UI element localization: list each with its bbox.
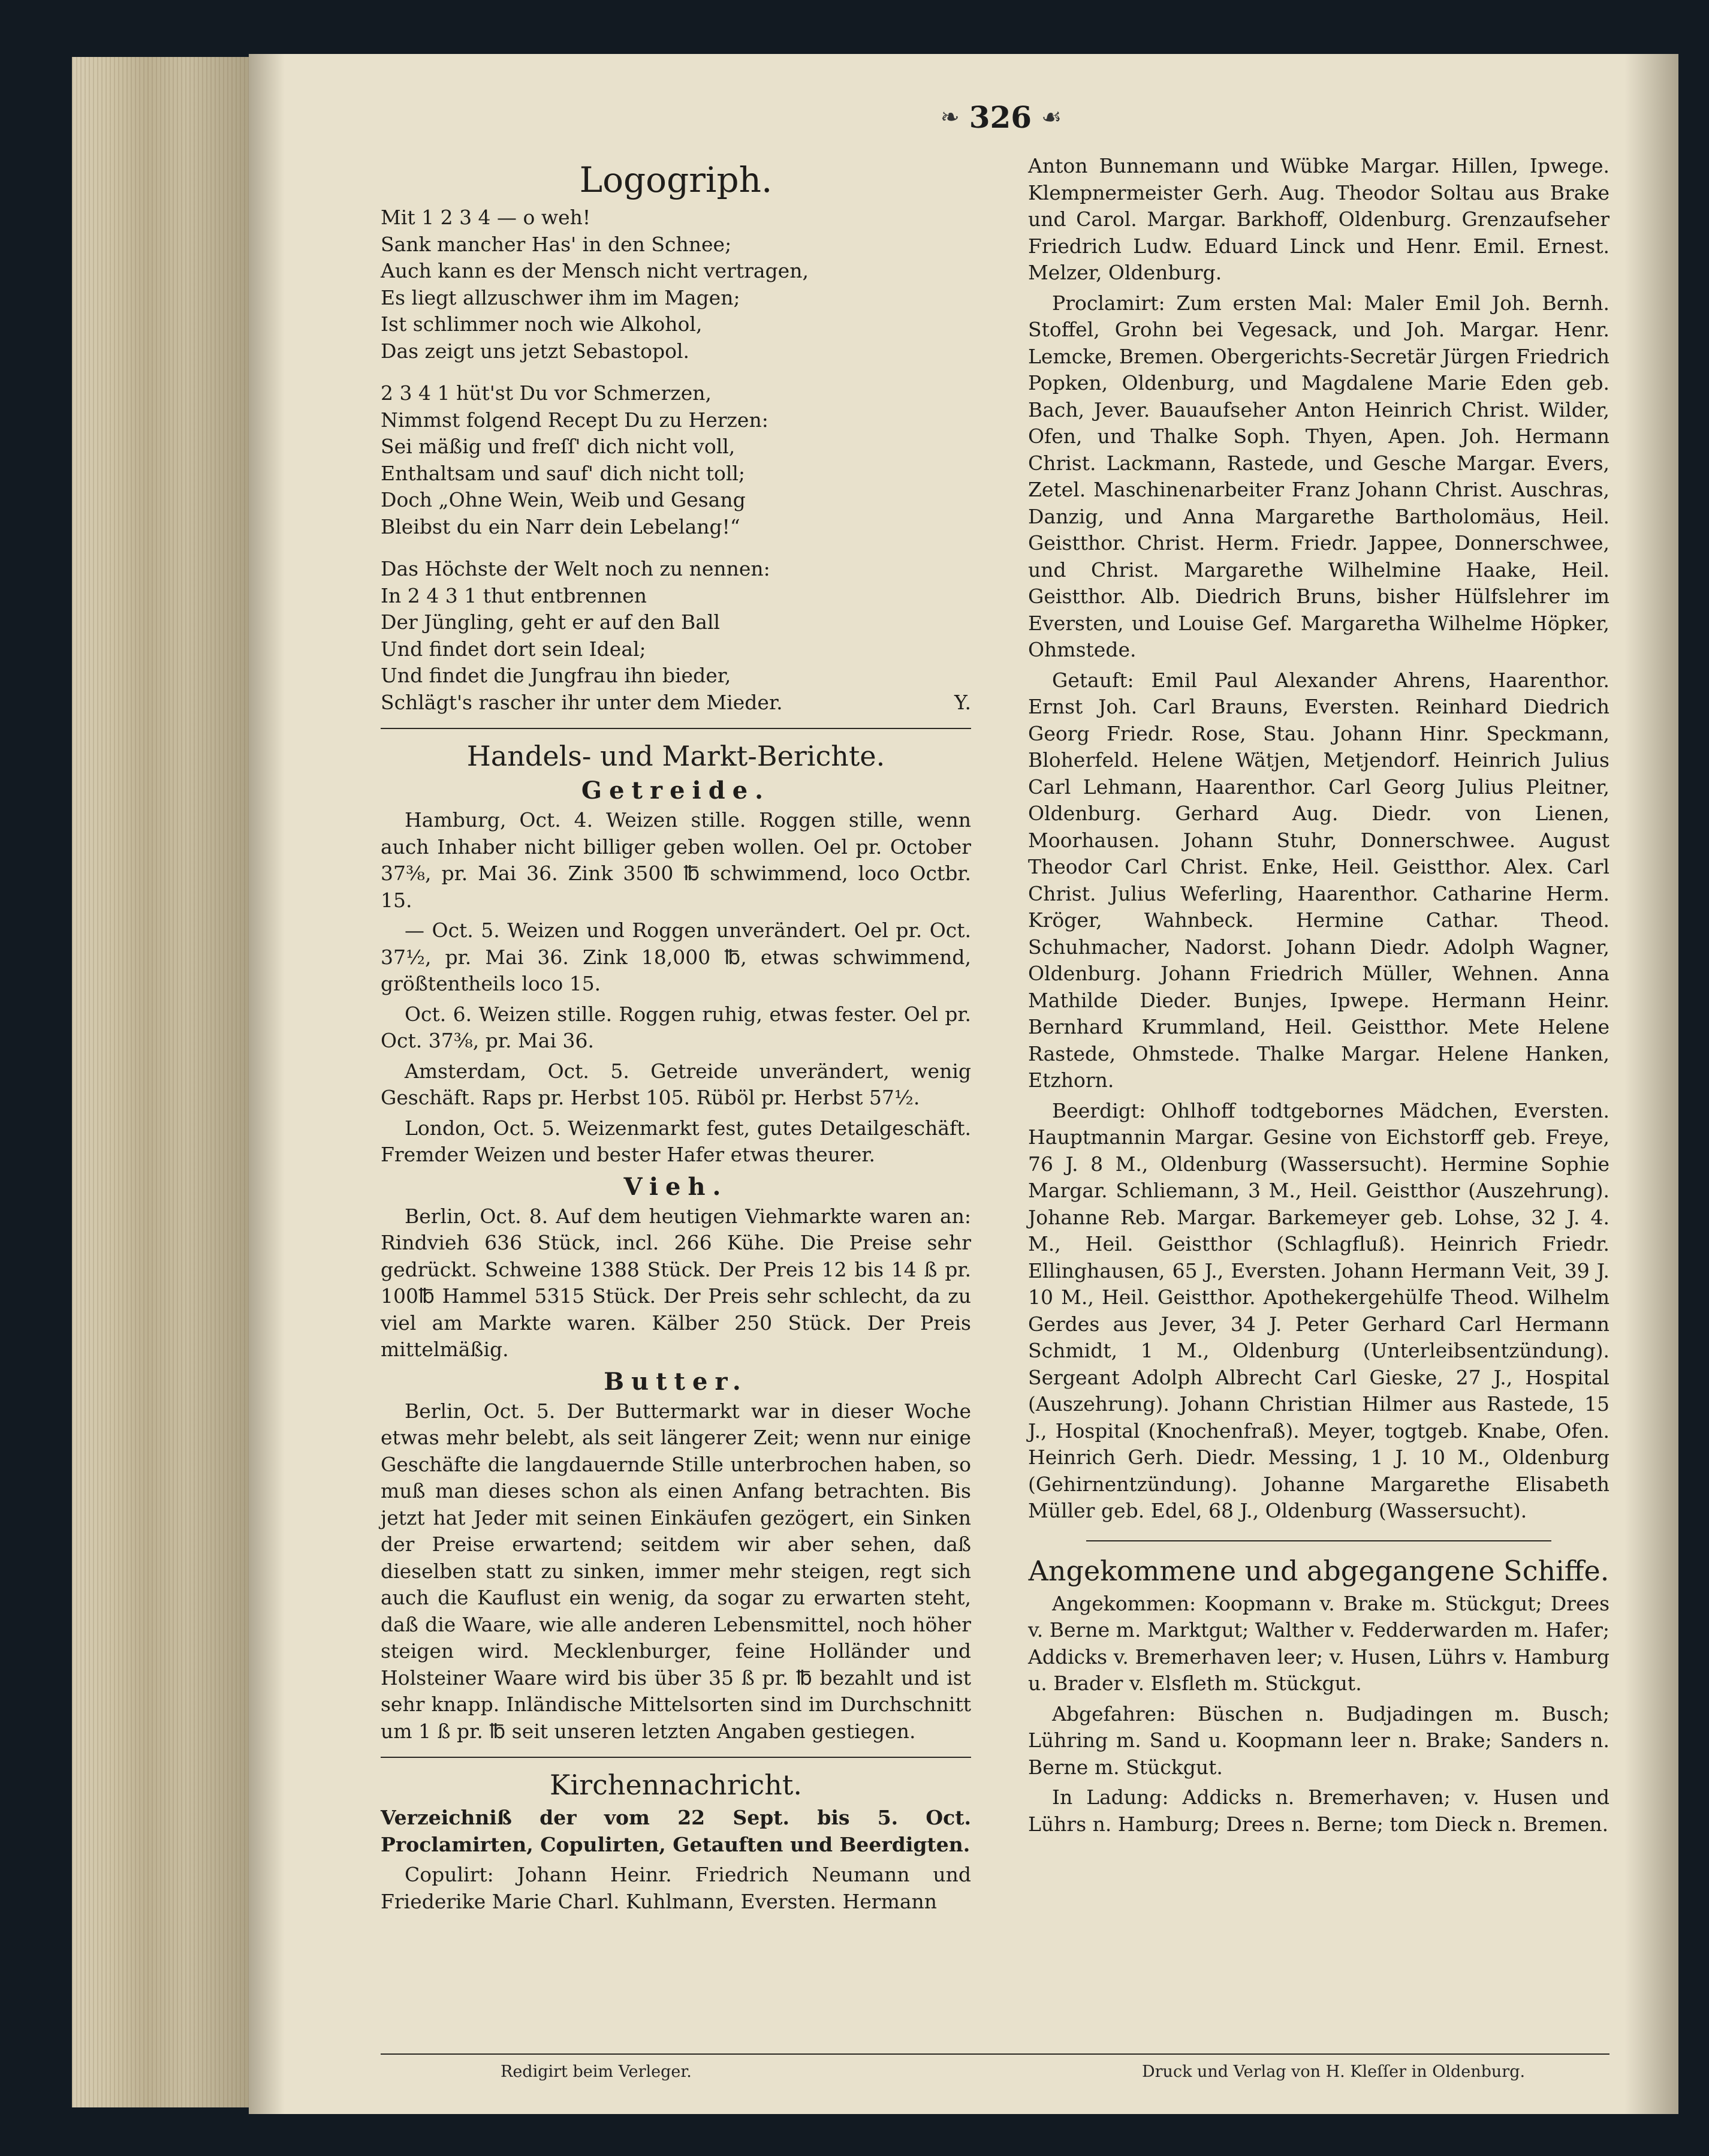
- poem-line: Mit 1 2 3 4 — o weh!: [381, 206, 591, 229]
- poem-line: Nimmst folgend Recept Du zu Herzen:: [381, 408, 768, 432]
- poem-signature: Y.: [954, 690, 971, 714]
- getreide-paragraph: Oct. 6. Weizen stille. Roggen ruhig, etwas fester. Oel pr. Oct. 37⅜, pr. Mai 36.: [381, 1002, 971, 1052]
- page-header: [887, 96, 1115, 138]
- section-divider: [1086, 1540, 1551, 1541]
- schiffe-title: Angekommene und abgegangene Schiffe.: [1028, 1554, 1609, 1587]
- poem-stanza: [381, 204, 971, 365]
- poem-line: Sei mäßig und freſſ' dich nicht voll,: [381, 435, 736, 458]
- poem-line: Auch kann es der Mensch nicht vertragen,: [381, 259, 809, 282]
- poem-line: Und findet die Jungfrau ihn bieder,: [381, 664, 731, 687]
- poem-line: Enthaltsam und sauf' dich nicht toll;: [381, 461, 746, 485]
- angekommen-paragraph: Angekommen: Koopmann v. Brake m. Stückgut; Drees v. Berne m. Marktgut; Walther v. Fedderwarden m. Hafer; Addicks v. Bremerhaven leer; v. Husen, Lührs v. Hamburg u. Brader v. Elsfleth m. Stückgut.: [1028, 1591, 1609, 1695]
- book-page-edges: [72, 57, 261, 2107]
- vieh-title: Vieh.: [623, 1172, 728, 1201]
- getreide-title: Getreide.: [581, 776, 771, 805]
- page-gutter-shadow: [249, 54, 285, 2114]
- ornament-left-icon: ❧: [940, 104, 960, 130]
- poem-line: Das Höchste der Welt noch zu nennen:: [381, 557, 770, 580]
- poem-line: Doch „Ohne Wein, Weib und Gesang: [381, 488, 746, 511]
- poem-line: Sank mancher Has' in den Schnee;: [381, 232, 732, 256]
- ornament-right-icon: ☙: [1041, 104, 1062, 130]
- footer-divider: [381, 2053, 1609, 2055]
- poem-line: Ist schlimmer noch wie Alkohol,: [381, 312, 703, 336]
- proclamirt-paragraph: Proclamirt: Zum ersten Mal: Maler Emil Joh. Bernh. Stoffel, Grohn bei Vegesack, und Joh. Margar. Henr. Lemcke, Bremen. Obergerichts-Secretär Jürgen Friedrich Popken, Oldenburg, und Magdalene Marie Eden geb. Bach, Jever. Bauaufseher Anton Heinrich Christ. Wilder, Ofen, und Thalke Soph. Thyen, Apen. Joh. Hermann Christ. Lackmann, Rastede, und Gesche Margar. Evers, Zetel. Maschinenarbeiter Franz Johann Christ. Auschras, Danzig, und Anna Margarethe Bartholomäus, Heil. Geistthor. Christ. Herm. Friedr. Jappee, Donnerschwee, und Christ. Margarethe Wilhelmine Haake, Heil. Geistthor. Alb. Diedrich Bruns, bisher Hülfslehrer im Eversten, und Louise Gef. Margaretha Wilhelme Höpker, Ohmstede.: [1028, 291, 1609, 661]
- abgefahren-paragraph: Abgefahren: Büschen n. Budjadingen m. Busch; Lühring m. Sand u. Koopmann leer n. Brake; Sanders n. Berne m. Stückgut.: [1028, 1702, 1609, 1779]
- beerdigt-paragraph: Beerdigt: Ohlhoff todtgebornes Mädchen, Eversten. Hauptmannin Margar. Gesine von Eichstorff geb. Freye, 76 J. 8 M., Oldenburg (Wassersucht). Hermine Sophie Margar. Schliemann, 3 M., Heil. Geistthor (Auszehrung). Johanne Reb. Margar. Barkemeyer geb. Lohse, 32 J. 4. M., Heil. Geistthor (Schlagfluß). Heinrich Friedr. Ellinghausen, 65 J., Eversten. Johann Hermann Veit, 39 J. 10 M., Heil. Geistthor. Apothekergehülfe Theod. Wilhelm Gerdes aus Jever, 34 J. Peter Gerhard Carl Hermann Schmidt, 1 M., Oldenburg (Unterleibsentzündung). Sergeant Adolph Albrecht Carl Gieske, 27 J., Hospital (Auszehrung). Johann Christian Hilmer aus Rastede, 15 J., Hospital (Knochenfraß). Meyer, togtgeb. Knabe, Ofen. Heinrich Gerh. Diedr. Messing, 1 J. 10 M., Oldenburg (Gehirnentzündung). Johanne Margarethe Elisabeth Müller geb. Edel, 68 J., Oldenburg (Wassersucht).: [1028, 1098, 1609, 1522]
- getauft-paragraph: Getauft: Emil Paul Alexander Ahrens, Haarenthor. Ernst Joh. Carl Brauns, Eversten. Reinhard Diedrich Georg Friedr. Rose, Stau. Johann Hinr. Speckmann, Bloherfeld. Helene Wätjen, Metjendorf. Heinrich Julius Carl Lehmann, Haarenthor. Carl Georg Julius Pleitner, Oldenburg. Gerhard Aug. Diedr. von Lienen, Moorhausen. Johann Stuhr, Donnerschwee. August Theodor Carl Christ. Enke, Heil. Geistthor. Alex. Carl Christ. Julius Weferling, Haarenthor. Catharine Herm. Kröger, Wahnbeck. Hermine Cathar. Theod. Schuhmacher, Nadorst. Johann Diedr. Adolph Wagner, Oldenburg. Johann Friedrich Müller, Wehnen. Anna Mathilde Dieder. Bunjes, Ipwepe. Hermann Heinr. Bernhard Krummland, Heil. Geistthor. Mete Helene Rastede, Ohmstede. Thalke Margar. Helene Hanken, Etzhorn.: [1028, 668, 1609, 1092]
- in-ladung-paragraph: In Ladung: Addicks n. Bremerhaven; v. Husen und Lührs n. Hamburg; Drees n. Berne; tom Dieck n. Bremen.: [1028, 1785, 1609, 1836]
- getreide-paragraph: London, Oct. 5. Weizenmarkt fest, gutes Detailgeschäft. Fremder Weizen und bester Hafer etwas theurer.: [381, 1116, 971, 1166]
- butter-title: Butter.: [604, 1367, 748, 1396]
- handel-title: Handels- und Markt-Berichte.: [466, 740, 885, 772]
- footer-editor: Redigirt beim Verleger.: [501, 2062, 692, 2081]
- footer-publisher: Druck und Verlag von H. Kleſſer in Oldenburg.: [1142, 2062, 1526, 2081]
- poem-last-line: [381, 689, 971, 716]
- page-number: 326: [969, 99, 1032, 135]
- section-divider: [381, 1757, 971, 1758]
- left-column: [381, 153, 971, 1919]
- getreide-paragraph: Hamburg, Oct. 4. Weizen stille. Roggen stille, wenn auch Inhaber nicht billiger geben wollen. Oel pr. October 37⅜, pr. Mai 36. Zink 3500 ℔ schwimmend, loco Octbr. 15.: [381, 808, 971, 912]
- poem-line: 2 3 4 1 hüt'st Du vor Schmerzen,: [381, 381, 712, 405]
- poem-line: Bleibst du ein Narr dein Lebelang!“: [381, 514, 740, 538]
- poem-line: Das zeigt uns jetzt Sebastopol.: [381, 339, 690, 363]
- kirchen-verzeichnis: Verzeichniß der vom 22 Sept. bis 5. Oct. Proclamirten, Copulirten, Getauften und Beerdigten.: [381, 1806, 971, 1856]
- poem-line: Und findet dort sein Ideal;: [381, 637, 646, 661]
- kirchen-title: Kirchennachricht.: [550, 1769, 802, 1801]
- poem-line: Der Jüngling, geht er auf den Ball: [381, 610, 721, 634]
- poem-stanza: [381, 556, 971, 716]
- getreide-paragraph: — Oct. 5. Weizen und Roggen unverändert. Oel pr. Oct. 37½, pr. Mai 36. Zink 18,000 ℔, etwas schwimmend, größtentheils loco 15.: [381, 919, 971, 995]
- copulirt-paragraph: Copulirt: Johann Heinr. Friedrich Neumann und Friederike Marie Charl. Kuhlmann, Eversten. Hermann: [381, 1863, 971, 1913]
- poem-stanza: [381, 380, 971, 540]
- getreide-paragraph: Amsterdam, Oct. 5. Getreide unverändert, wenig Geschäft. Raps pr. Herbst 105. Rüböl pr. Herbst 57½.: [381, 1059, 971, 1109]
- poem-line: Schlägt's rascher ihr unter dem Mieder.: [381, 690, 783, 714]
- logogriph-poem: [381, 204, 971, 716]
- butter-paragraph: Berlin, Oct. 5. Der Buttermarkt war in dieser Woche etwas mehr belebt, als seit längerer Zeit; wenn nur einige Geschäfte die langdauernde Stille unterbrochen haben, so muß man dieses schon als einen Anfang betrachten. Bis jetzt hat Jeder mit seinen Einkäufen gezögert, ein Sinken der Preise erwartend; seitdem wir aber sehen, daß dieselben statt zu sinken, immer mehr steigen, regt sich auch die Kauflust ein wenig, da sogar zu erwarten steht, daß die Waare, wie alle anderen Lebensmittel, noch höher steigen wird. Mecklenburger, feine Holländer und Holsteiner Waare wird bis über 35 ß pr. ℔ bezahlt und ist sehr knapp. Inländische Mittelsorten sind im Durchschnitt um 1 ß pr. ℔ seit unseren letzten Angaben gestiegen.: [381, 1399, 971, 1743]
- vieh-paragraph: Berlin, Oct. 8. Auf dem heutigen Viehmarkte waren an: Rindvieh 636 Stück, incl. 266 Kühe. Die Preise sehr gedrückt. Schweine 1388 Stück. Der Preis 12 bis 14 ß pr. 100℔ Hammel 5315 Stück. Der Preis sehr schlecht, da zu viel am Markte waren. Kälber 250 Stück. Der Preis mittelmäßig.: [381, 1204, 971, 1361]
- poem-line: In 2 4 3 1 thut entbrennen: [381, 583, 647, 607]
- section-divider: [381, 728, 971, 729]
- copulirt-continued: Anton Bunnemann und Wübke Margar. Hillen, Ipwege. Klempnermeister Gerh. Aug. Theodor Soltau aus Brake und Carol. Margar. Barkhoff, Oldenburg. Grenzaufseher Friedrich Ludw. Eduard Linck und Henr. Emil. Ernest. Melzer, Oldenburg.: [1028, 154, 1609, 284]
- poem-line: Es liegt allzuschwer ihm im Magen;: [381, 285, 740, 309]
- right-column: [1028, 153, 1609, 1841]
- logogriph-title: Logogriph.: [579, 159, 773, 200]
